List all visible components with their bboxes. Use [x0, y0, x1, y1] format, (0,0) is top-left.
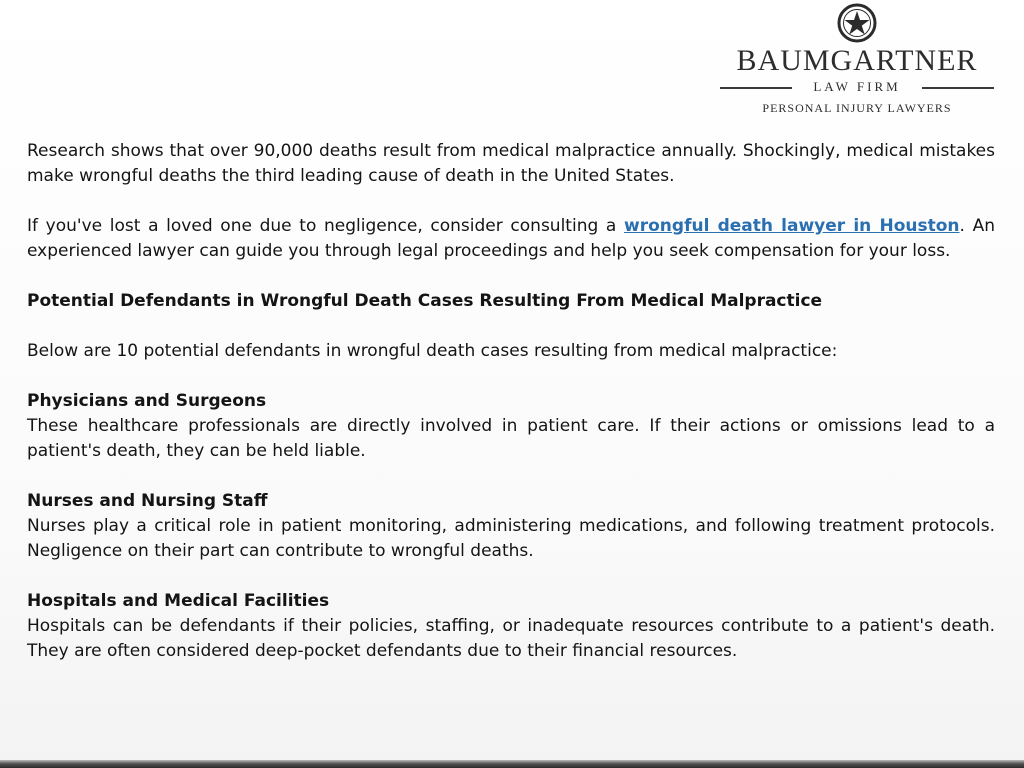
section-heading: Potential Defendants in Wrongful Death Cases Resulting From Medical Malpractice: [27, 291, 823, 311]
defendant-body-physicians: These healthcare professionals are directly involved in patient care. If their actions or omissions lead to a patient's death, they can be held liable.: [27, 416, 995, 461]
bottom-border-bar: [0, 760, 1024, 768]
defendant-title-nurses: Nurses and Nursing Staff: [27, 491, 268, 511]
defendant-title-hospitals: Hospitals and Medical Facilities: [27, 591, 330, 611]
logo-subtitle: LAW FIRM: [813, 79, 901, 94]
logo-tagline: PERSONAL INJURY LAWYERS: [762, 101, 952, 115]
defendant-body-hospitals: Hospitals can be defendants if their policies, staffing, or inadequate resources contribute to a patient's death. They are often considered deep-pocket defendants due to their financial resources.: [27, 616, 995, 661]
wrongful-death-lawyer-link[interactable]: wrongful death lawyer in Houston: [624, 216, 960, 236]
paragraph-statistics: Research shows that over 90,000 deaths result from medical malpractice annually. Shockingly, medical mistakes make wrongful deaths the third leading cause of death in the United States.: [27, 141, 995, 186]
star-emblem-icon: [831, 2, 883, 46]
article-body: [27, 139, 995, 689]
defendant-body-nurses: Nurses play a critical role in patient monitoring, administering medications, and following treatment protocols. Negligence on their part can contribute to wrongful deaths.: [27, 516, 995, 561]
logo-subtitle-row: [712, 79, 1002, 97]
paragraph-intro: Below are 10 potential defendants in wrongful death cases resulting from medical malpractice:: [27, 341, 838, 361]
paragraph-consult-lawyer: [27, 214, 995, 264]
firm-logo: [712, 2, 1002, 120]
defendant-title-physicians: Physicians and Surgeons: [27, 391, 267, 411]
paragraph-consult-text-end: . An experienced lawyer can guide you through legal proceedings and help you seek compensation for your loss.: [27, 216, 995, 261]
logo-brand-name: BAUMGARTNER: [736, 44, 978, 77]
paragraph-consult-text-start: If you've lost a loved one due to negligence, consider consulting a: [27, 216, 625, 236]
